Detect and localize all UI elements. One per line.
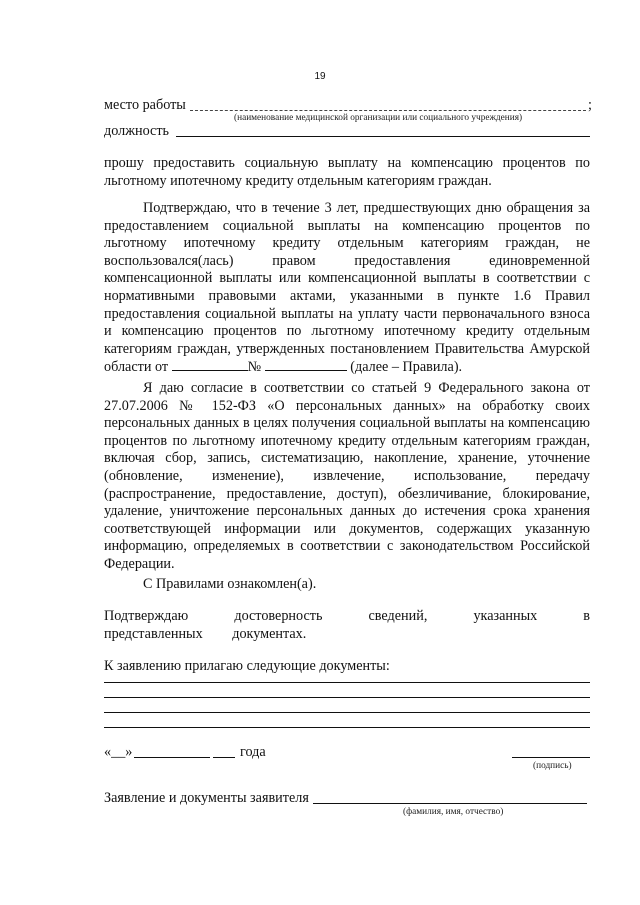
position-label: должность bbox=[104, 123, 170, 139]
position-field[interactable] bbox=[176, 136, 590, 137]
attach-label: К заявлению прилагаю следующие документы: bbox=[104, 658, 390, 674]
date-year-field[interactable] bbox=[213, 757, 235, 758]
workplace-hint: (наименование медицинской организации или социального учреждения) bbox=[234, 113, 523, 123]
consent-paragraph: Я даю согласие в соответствии со статьей 9 Федерального закона от 27.07.2006 № 152-ФЗ «О персональных данных» на обработку своих персональных данных в целях получения социальной выплаты на компенсацию процентов по льготному ипотечному кредиту отдельным категориям граждан, включая сбор, запись, систематизацию, накопление, хранение, уточнение (обновление, изменение), извлечение, использование, передачу (распространение, предоставление, доступ), обезличивание, блокирование, удаление, уничтожение персональных данных до истечения срока хранения соответствующей информации или документов, содержащих указанную информацию, определяемых в соответствии с законодательством Российской Федерации. bbox=[104, 380, 590, 572]
date-day: «__» bbox=[104, 744, 133, 760]
confirm-text-part1: Подтверждаю, что в течение 3 лет, предшествующих дню обращения за предоставлением социальной выплаты на компенсацию процентов по льготному ипотечному кредиту отдельным категориям граждан, не воспользовался(лась) правом предоставления единовременной компенсационной выплаты или компенсационной выплаты в соответствии с нормативными правовыми актами, указанными в пункте 1.6 Правил предоставления социальной выплаты на уплату части первоначального взноса и компенсацию процентов по льготному ипотечному кредиту отдельным категориям граждан, утвержденных постановлением Правительства Амурской области от bbox=[104, 200, 590, 376]
decree-number-field[interactable] bbox=[265, 358, 347, 371]
applicant-hint: (фамилия, имя, отчество) bbox=[403, 807, 504, 817]
applicant-name-field[interactable] bbox=[313, 803, 587, 804]
workplace-field[interactable] bbox=[190, 110, 586, 111]
attachment-line-1[interactable] bbox=[104, 682, 590, 683]
attachment-line-2[interactable] bbox=[104, 697, 590, 698]
signature-field[interactable] bbox=[512, 757, 590, 758]
signature-hint: (подпись) bbox=[533, 761, 572, 771]
year-word: года bbox=[240, 744, 266, 760]
attachment-line-4[interactable] bbox=[104, 727, 590, 728]
date-month-field[interactable] bbox=[134, 757, 210, 758]
request-paragraph: прошу предоставить социальную выплату на компенсацию процентов по льготному ипотечному кредиту отдельным категориям граждан. bbox=[104, 155, 590, 189]
workplace-label: место работы bbox=[104, 97, 186, 113]
page-number: 19 bbox=[314, 71, 326, 82]
applicant-label: Заявление и документы заявителя bbox=[104, 790, 309, 806]
decree-date-field[interactable] bbox=[172, 358, 248, 371]
confirm-paragraph bbox=[104, 200, 590, 377]
number-sign: № bbox=[247, 359, 262, 376]
veracity-paragraph: Подтверждаю достоверность сведений, указанных в представленных документах. bbox=[104, 608, 590, 642]
confirm-text-part2: (далее – Правила). bbox=[350, 359, 463, 376]
workplace-end: ; bbox=[588, 97, 592, 113]
attachment-line-3[interactable] bbox=[104, 712, 590, 713]
rules-ack: С Правилами ознакомлен(а). bbox=[143, 576, 317, 592]
